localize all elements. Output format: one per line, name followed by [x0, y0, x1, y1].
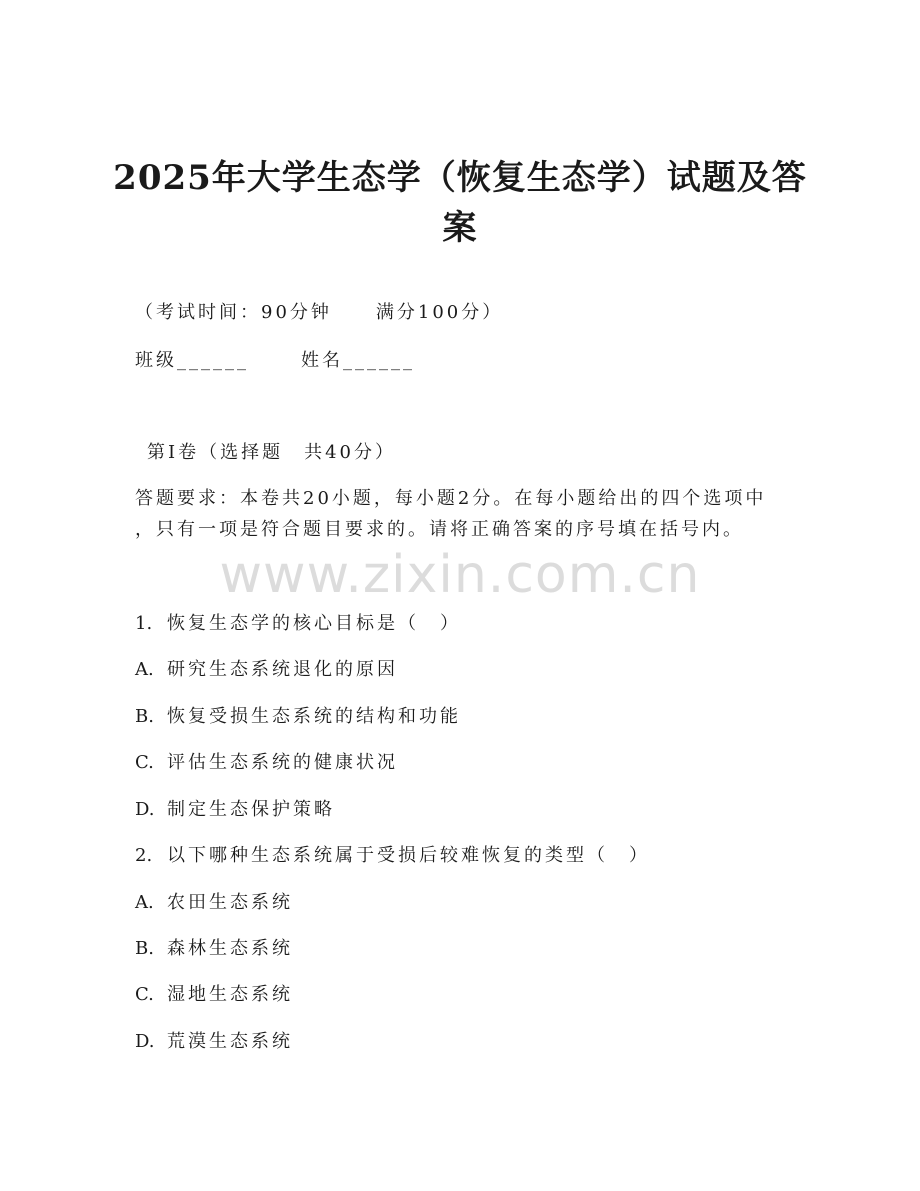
- option-letter: B.: [135, 938, 154, 959]
- question-1-option-a: [135, 657, 398, 683]
- question-1: [135, 611, 461, 637]
- option-text: 研究生态系统退化的原因: [167, 659, 398, 680]
- question-2-option-b: [135, 936, 293, 962]
- option-letter: C.: [135, 984, 154, 1005]
- question-2-option-a: [135, 890, 293, 916]
- class-field: 班级______: [135, 350, 249, 371]
- option-text: 荒漠生态系统: [167, 1031, 293, 1052]
- exam-time: （考试时间：90分钟: [135, 302, 332, 323]
- question-2: [135, 843, 650, 869]
- option-letter: D.: [135, 799, 155, 820]
- question-text: 以下哪种生态系统属于受损后较难恢复的类型（ ）: [167, 845, 650, 866]
- section-heading: 第Ⅰ卷（选择题 共40分）: [147, 442, 397, 463]
- question-1-option-b: [135, 704, 461, 730]
- question-number: 2.: [135, 845, 153, 866]
- option-text: 评估生态系统的健康状况: [167, 752, 398, 773]
- instructions-line-1: 答题要求：本卷共20小题，每小题2分。在每小题给出的四个选项中: [135, 488, 767, 509]
- option-letter: A.: [135, 892, 154, 913]
- question-2-option-d: [135, 1029, 293, 1055]
- option-text: 湿地生态系统: [167, 984, 293, 1005]
- option-text: 制定生态保护策略: [167, 799, 335, 820]
- option-text: 农田生态系统: [167, 892, 293, 913]
- option-letter: B.: [135, 706, 154, 727]
- name-field: 姓名______: [301, 350, 415, 371]
- student-info: [135, 348, 415, 374]
- exam-info: [135, 300, 503, 326]
- question-2-option-c: [135, 982, 293, 1008]
- document-title-line-1: 2025年大学生态学（恢复生态学）试题及答: [113, 158, 807, 198]
- question-text: 恢复生态学的核心目标是（ ）: [167, 613, 461, 634]
- question-1-option-c: [135, 750, 398, 776]
- instructions-line-2: ，只有一项是符合题目要求的。请将正确答案的序号填在括号内。: [135, 519, 744, 540]
- option-text: 恢复受损生态系统的结构和功能: [167, 706, 461, 727]
- question-1-option-d: [135, 797, 335, 823]
- question-number: 1.: [135, 613, 153, 634]
- option-text: 森林生态系统: [167, 938, 293, 959]
- full-score: 满分100分）: [375, 302, 504, 323]
- watermark: www.zixin.com.cn: [219, 545, 701, 605]
- option-letter: A.: [135, 659, 154, 680]
- option-letter: C.: [135, 752, 154, 773]
- option-letter: D.: [135, 1031, 155, 1052]
- document-title-line-2: 案: [442, 208, 478, 248]
